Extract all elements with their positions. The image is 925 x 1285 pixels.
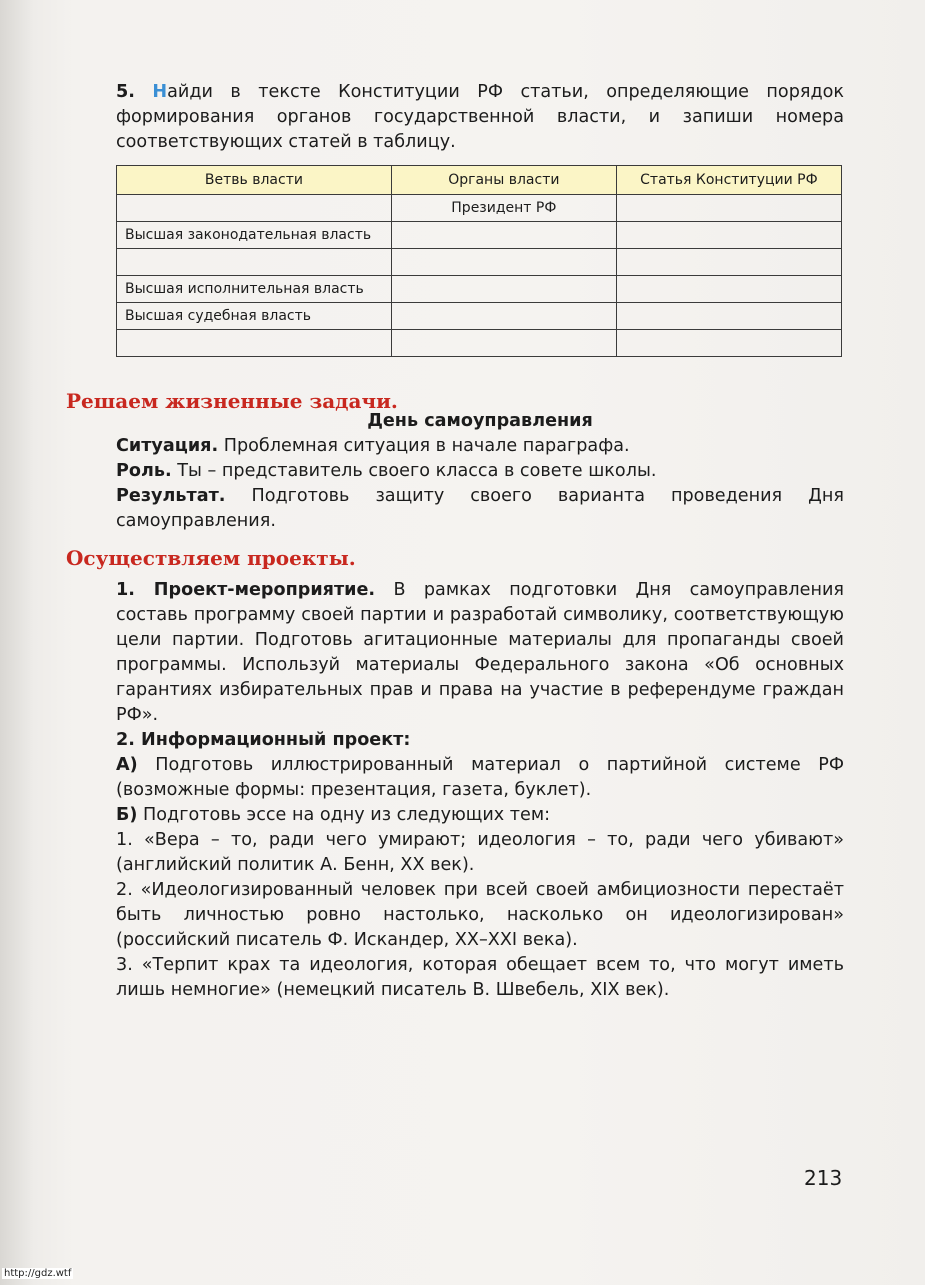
- table-cell: [616, 303, 841, 330]
- power-branches-table: [116, 165, 842, 357]
- project-event-paragraph: [116, 578, 844, 728]
- table-cell: [616, 195, 841, 222]
- role-text: Ты – представитель своего класса в совете школы.: [171, 461, 657, 481]
- table-cell-branch: [117, 330, 392, 357]
- situation-text: Проблемная ситуация в начале параграфа.: [218, 436, 630, 456]
- essay-quote-3: 3. «Терпит крах та идеология, которая обещает всем то, что могут иметь лишь немногие» (немецкий писатель В. Швебель, XIX век).: [116, 955, 844, 1000]
- info-project-a-label: А): [116, 755, 138, 775]
- task-5-text: айди в тексте Конституции РФ статьи, определяющие порядок формирования органов государственной власти, и запиши номера соответствующих статей в таблицу.: [116, 82, 844, 152]
- role-paragraph: [116, 459, 844, 484]
- info-project-b: [116, 803, 844, 828]
- page-content: [66, 80, 845, 1003]
- table-row: [117, 330, 842, 357]
- table-row: [117, 249, 842, 276]
- table-cell-branch: Высшая судебная власть: [117, 303, 392, 330]
- header-branch: Ветвь власти: [117, 166, 392, 195]
- table-cell: [117, 195, 392, 222]
- table-row: [117, 276, 842, 303]
- table-cell: [391, 303, 616, 330]
- role-label: Роль.: [116, 461, 172, 481]
- project-event-text: В рамках подготовки Дня самоуправления составь программу своей партии и разработай символику, соответствующую цели партии. Подготовь агитационные материалы для пропаганды своей программы. Используй материалы Федерального закона «Об основных гарантиях избирательных прав и права на участие в референдуме граждан РФ».: [116, 580, 845, 725]
- page-binding-edge: [0, 0, 34, 1285]
- table-cell: [391, 222, 616, 249]
- task-5-number: 5.: [116, 82, 135, 102]
- table-row: [117, 303, 842, 330]
- table-cell-branch: [117, 249, 392, 276]
- table-cell-branch: Высшая исполнительная власть: [117, 276, 392, 303]
- task-5-first-letter: Н: [152, 82, 168, 102]
- watermark-url: http://gdz.wtf: [4, 1268, 72, 1279]
- info-project-b-text: Подготовь эссе на одну из следующих тем:: [137, 805, 551, 825]
- table-header-row: [117, 166, 842, 195]
- project-event-label: 1. Проект-мероприятие.: [116, 580, 376, 600]
- result-text: Подготовь защиту своего варианта проведения Дня самоуправления.: [116, 486, 844, 531]
- table-row: [117, 195, 842, 222]
- header-organs: Органы власти: [391, 166, 616, 195]
- table-cell: [616, 330, 841, 357]
- table-cell: [391, 330, 616, 357]
- page-number: 213: [804, 1166, 843, 1190]
- result-paragraph: [116, 484, 844, 534]
- situation-paragraph: [116, 434, 844, 459]
- table-cell-branch: Высшая законодательная власть: [117, 222, 392, 249]
- essay-quote-1: 1. «Вера – то, ради чего умирают; идеология – то, ради чего убивают» (английский политик А. Бенн, XX век).: [116, 830, 844, 875]
- section-heading-projects: Осуществляем проекты.: [66, 546, 356, 570]
- table-cell: [391, 249, 616, 276]
- info-project-a-text: Подготовь иллюстрированный материал о партийной системе РФ (возможные формы: презентация, газета, буклет).: [116, 755, 844, 800]
- task-5: [116, 80, 844, 155]
- section-subtitle: День самоуправления: [367, 411, 593, 431]
- table-cell: [616, 222, 841, 249]
- table-cell-president: Президент РФ: [391, 195, 616, 222]
- situation-label: Ситуация.: [116, 436, 219, 456]
- result-label: Результат.: [116, 486, 226, 506]
- table-cell: [616, 276, 841, 303]
- essay-quote-2: 2. «Идеологизированный человек при всей своей амбициозности перестаёт быть личностью ровно настолько, насколько он идеологизирован» (российский писатель Ф. Искандер, XX–XXI века).: [116, 880, 844, 950]
- header-article: Статья Конституции РФ: [616, 166, 841, 195]
- info-project-label: 2. Информационный проект:: [116, 730, 411, 750]
- info-project-b-label: Б): [116, 805, 138, 825]
- info-project-a: [116, 753, 844, 803]
- section-heading-life-tasks: Решаем жизненные задачи.: [66, 389, 398, 413]
- table-cell: [616, 249, 841, 276]
- table-row: [117, 222, 842, 249]
- table-cell: [391, 276, 616, 303]
